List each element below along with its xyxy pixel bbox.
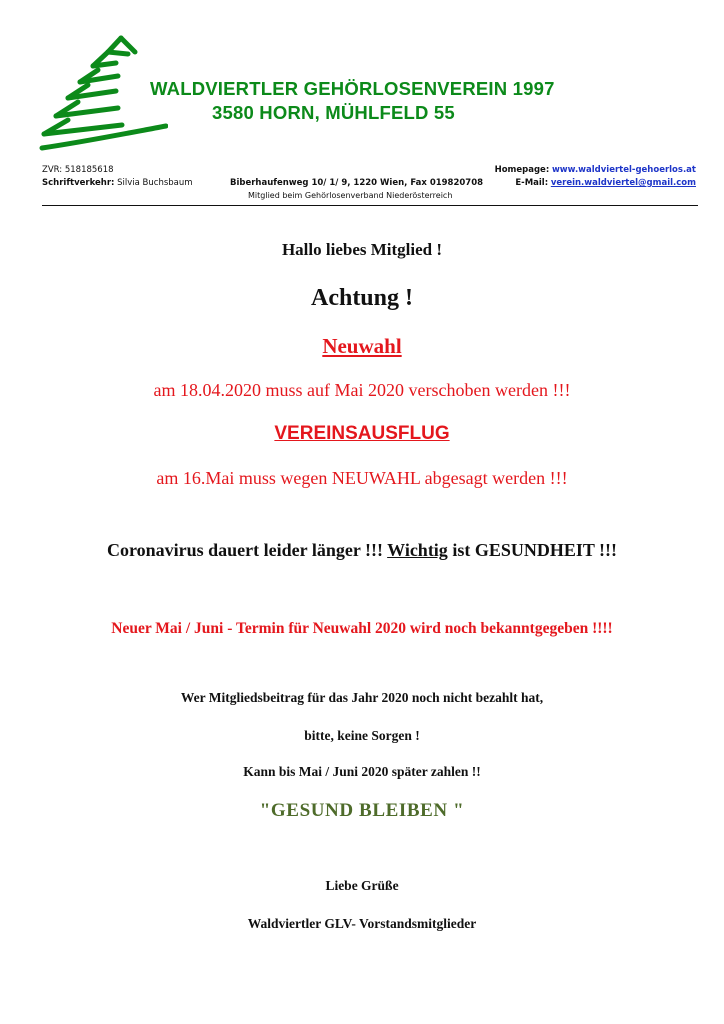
election-heading — [0, 334, 724, 359]
zvr-number: ZVR: 518185618 — [42, 165, 114, 175]
greeting: Hallo liebes Mitglied ! — [281, 240, 443, 259]
regards: Liebe Grüße — [325, 878, 399, 893]
corona-notice — [0, 540, 724, 561]
correspondence-name: Silvia Buchsbaum — [117, 178, 193, 188]
fee-line-1: Wer Mitgliedsbeitrag für das Jahr 2020 noch nicht bezahlt hat, — [180, 690, 544, 705]
email-link[interactable]: verein.waldviertel@gmail.com — [550, 178, 696, 188]
postal-address: Biberhaufenweg 10/ 1/ 9, 1220 Wien, Fax 019820708 — [230, 178, 484, 188]
header-divider — [42, 205, 698, 206]
election-postponed-text: am 18.04.2020 muss auf Mai 2020 verschoben werden !!! — [153, 380, 571, 400]
corona-notice-start: Coronavirus dauert leider länger !!! — [106, 540, 388, 560]
homepage-label: Homepage: — [494, 165, 550, 175]
email-label: E-Mail: — [515, 178, 549, 188]
election-heading-text: Neuwahl — [322, 334, 402, 358]
membership-note: Mitglied beim Gehörlosenverband Niederösterreich — [248, 191, 453, 200]
correspondence — [42, 178, 193, 188]
corona-notice-emphasis: Wichtig — [387, 540, 448, 560]
fee-line-2: bitte, keine Sorgen ! — [304, 728, 420, 743]
outing-cancelled-text: am 16.Mai muss wegen NEUWAHL abgesagt werden !!! — [156, 468, 568, 488]
attention-heading: Achtung ! — [310, 285, 413, 311]
organization-address: 3580 HORN, MÜHLFELD 55 — [212, 102, 455, 123]
homepage-link[interactable]: www.waldviertel-gehoerlos.at — [551, 165, 696, 175]
fir-tree-logo — [38, 30, 168, 155]
new-date-notice: Neuer Mai / Juni - Termin für Neuwahl 2020 wird noch bekanntgegeben !!!! — [111, 620, 613, 637]
fee-line-3: Kann bis Mai / Juni 2020 später zahlen !! — [243, 764, 481, 779]
homepage-line — [495, 165, 696, 175]
outing-heading-text: VEREINSAUSFLUG — [274, 423, 450, 444]
stay-healthy-slogan: "GESUND BLEIBEN " — [259, 800, 465, 821]
corona-notice-end: ist GESUNDHEIT !!! — [447, 540, 618, 560]
outing-heading — [0, 423, 724, 445]
organization-name: WALDVIERTLER GEHÖRLOSENVEREIN 1997 — [150, 78, 555, 99]
signature: Waldviertler GLV- Vorstandsmitglieder — [247, 916, 477, 931]
correspondence-label: Schriftverkehr: — [42, 178, 115, 188]
email-line — [515, 178, 696, 188]
